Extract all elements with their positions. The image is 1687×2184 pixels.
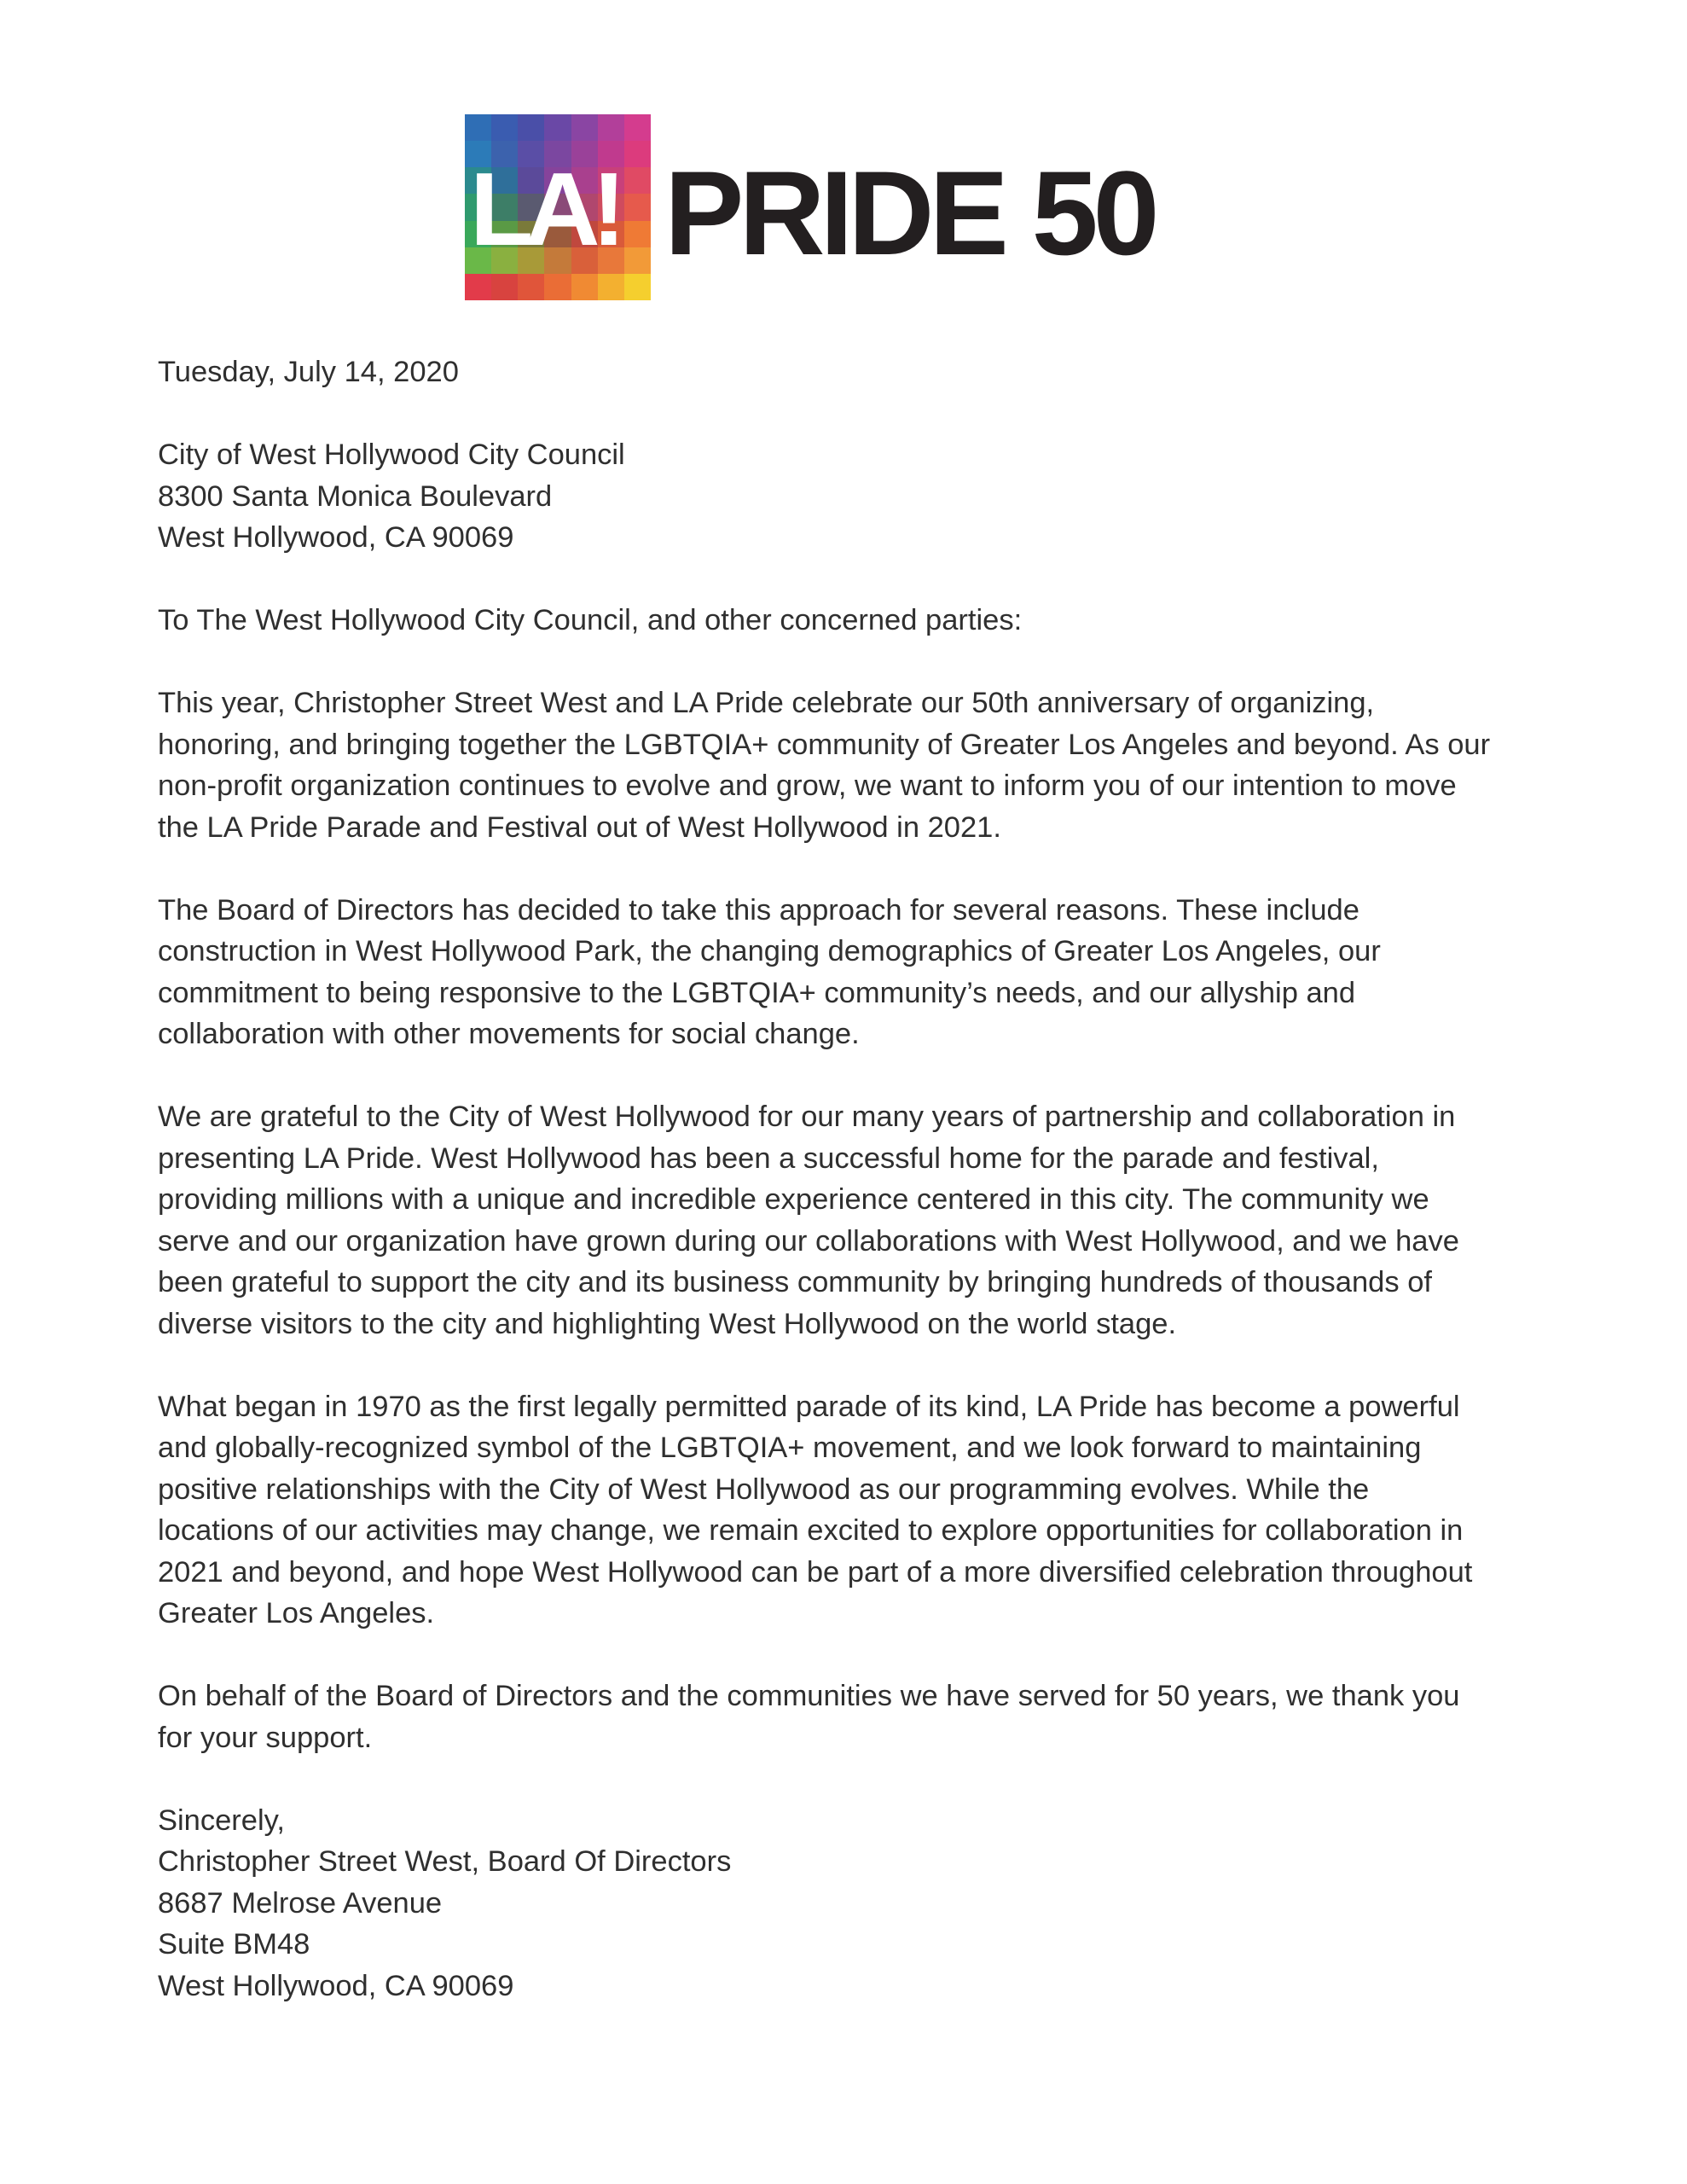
paragraph-history xyxy=(158,1386,1539,1635)
paragraph-line: 2021 and beyond, and hope West Hollywood can be part of a more diversified celebration throughout xyxy=(158,1555,1473,1589)
paragraph-anniversary xyxy=(158,682,1539,848)
letter-body xyxy=(158,351,1539,2048)
paragraph-reasons xyxy=(158,890,1539,1055)
mosaic-tile xyxy=(518,274,544,300)
paragraph-line: the LA Pride Parade and Festival out of West Hollywood in 2021. xyxy=(158,810,1001,844)
date-line: Tuesday, July 14, 2020 xyxy=(158,356,459,388)
salutation xyxy=(158,600,1539,642)
paragraph-line: collaboration with other movements for social change. xyxy=(158,1018,860,1050)
paragraph-line: been grateful to support the city and its business community by bringing hundreds of thousands of xyxy=(158,1266,1432,1298)
mosaic-tile xyxy=(491,114,518,141)
signature-line: West Hollywood, CA 90069 xyxy=(158,1969,514,2002)
mosaic-tile xyxy=(598,114,624,141)
paragraph-line: commitment to being responsive to the LGBTQIA+ community’s needs, and our allyship and xyxy=(158,976,1356,1009)
paragraph-line: Greater Los Angeles. xyxy=(158,1597,435,1629)
paragraph-line: positive relationships with the City of West Hollywood as our programming evolves. While the xyxy=(158,1472,1370,1506)
paragraph-line: honoring, and bringing together the LGBTQIA+ community of Greater Los Angeles and beyond. As our xyxy=(158,728,1491,761)
mosaic-tile xyxy=(465,274,491,300)
mosaic-tile xyxy=(598,274,624,300)
paragraph-line: This year, Christopher Street West and LA Pride celebrate our 50th anniversary of organizing, xyxy=(158,687,1375,719)
paragraph-line: construction in West Hollywood Park, the changing demographics of Greater Los Angeles, our xyxy=(158,935,1381,967)
paragraph-line: What began in 1970 as the first legally permitted parade of its kind, LA Pride has become a powerful xyxy=(158,1390,1460,1423)
paragraph-gratitude xyxy=(158,1096,1539,1345)
closing-line: Sincerely, xyxy=(158,1804,285,1837)
paragraph-line: presenting LA Pride. West Hollywood has been a successful home for the parade and festival, xyxy=(158,1141,1379,1175)
signature-line: 8687 Melrose Avenue xyxy=(158,1886,443,1920)
mosaic-tile xyxy=(465,114,491,141)
mosaic-tile xyxy=(544,274,571,300)
signature-line: Suite BM48 xyxy=(158,1928,310,1960)
paragraph-thanks xyxy=(158,1676,1539,1758)
la-pride-logo-mark xyxy=(465,114,651,300)
recipient-address xyxy=(158,434,1539,559)
paragraph-line: providing millions with a unique and incredible experience centered in this city. The community we xyxy=(158,1183,1429,1216)
recipient-line: City of West Hollywood City Council xyxy=(158,439,625,471)
salutation-line: To The West Hollywood City Council, and other concerned parties: xyxy=(158,604,1023,636)
paragraph-line: The Board of Directors has decided to take this approach for several reasons. These include xyxy=(158,893,1359,926)
paragraph-line: locations of our activities may change, we remain excited to explore opportunities for collaboration in xyxy=(158,1514,1464,1547)
mosaic-tile xyxy=(518,114,544,141)
signature-line: Christopher Street West, Board Of Directors xyxy=(158,1845,732,1878)
paragraph-line: We are grateful to the City of West Hollywood for our many years of partnership and collaboration in xyxy=(158,1101,1456,1133)
paragraph-line: for your support. xyxy=(158,1721,373,1754)
mosaic-tile xyxy=(544,114,571,141)
logo-wordmark: PRIDE 50 xyxy=(664,146,1155,280)
letter-date xyxy=(158,351,1539,393)
logo-la-text: LA! xyxy=(470,151,618,267)
mosaic-tile xyxy=(491,274,518,300)
mosaic-tile xyxy=(624,114,651,141)
paragraph-line: On behalf of the Board of Directors and the communities we have served for 50 years, we thank you xyxy=(158,1680,1460,1712)
paragraph-line: non-profit organization continues to evolve and grow, we want to inform you of our intention to move xyxy=(158,770,1457,802)
recipient-line: West Hollywood, CA 90069 xyxy=(158,521,514,554)
letterhead xyxy=(465,114,1215,302)
signature-block xyxy=(158,1800,1539,2007)
mosaic-tile xyxy=(571,114,598,141)
mosaic-tile xyxy=(624,274,651,300)
recipient-line: 8300 Santa Monica Boulevard xyxy=(158,479,553,513)
paragraph-line: diverse visitors to the city and highlighting West Hollywood on the world stage. xyxy=(158,1307,1177,1340)
paragraph-line: and globally-recognized symbol of the LGBTQIA+ movement, and we look forward to maintaining xyxy=(158,1432,1422,1464)
mosaic-tile xyxy=(571,274,598,300)
paragraph-line: serve and our organization have grown during our collaborations with West Hollywood, and we have xyxy=(158,1224,1459,1258)
